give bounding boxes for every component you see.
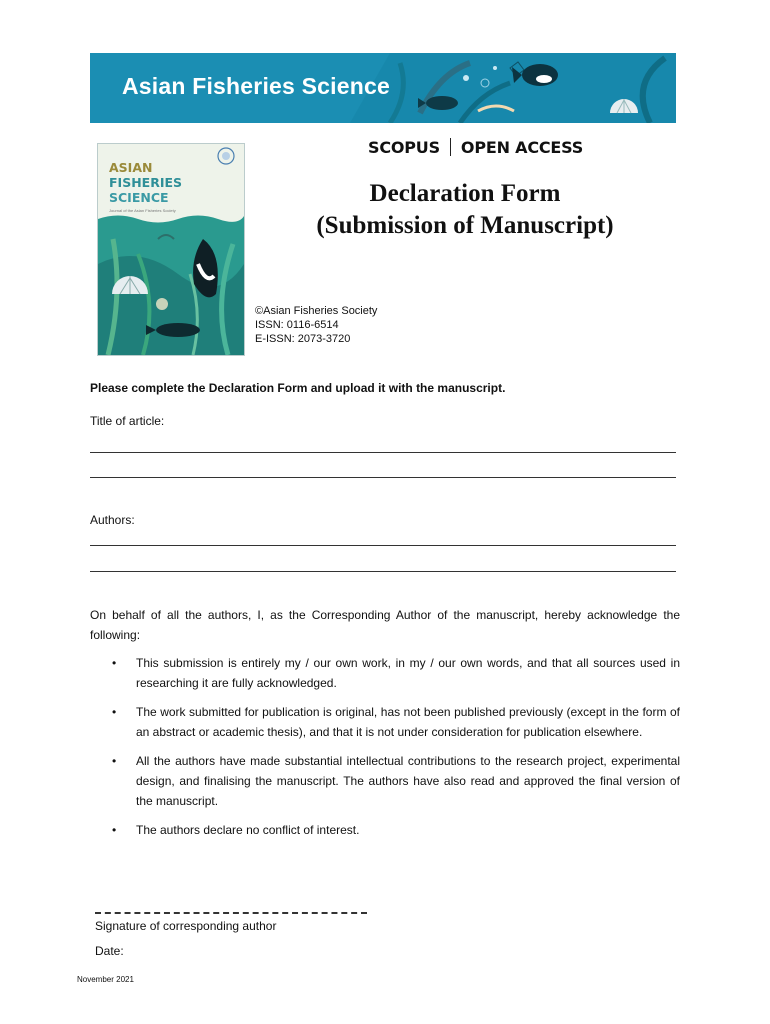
cover-title-line3: SCIENCE [109,190,169,205]
instruction-text: Please complete the Declaration Form and upload it with the manuscript. [90,381,506,395]
cover-title [109,160,182,205]
copyright-text: ©Asian Fisheries Society [255,305,378,317]
list-item [112,702,680,742]
list-item [112,653,680,693]
list-item [112,820,680,840]
date-label: Date: [95,944,124,958]
bullet-icon: • [112,823,117,837]
declaration-text: The work submitted for publication is original, has not been published previously (except in the form of an abstract or academic thesis), and that it is not under consideration for publication elsewhere. [136,705,680,739]
cover-title-line2: FISHERIES [109,175,183,190]
declaration-text: All the authors have made substantial intellectual contributions to the research project, experimental design, and finalising the manuscript. The authors have also read and approved the final version of the manuscript. [136,754,680,808]
declaration-text: The authors declare no conflict of interest. [136,823,360,837]
cover-subtitle: Journal of the Asian Fisheries Society [109,208,176,213]
bullet-icon: • [112,754,117,768]
authors-line-2[interactable] [90,571,676,572]
list-item [112,751,680,811]
journal-tags [368,138,583,157]
form-subtitle: (Submission of Manuscript) [316,212,614,239]
open-access-tag: OPEN ACCESS [460,138,584,157]
journal-banner [90,53,676,123]
title-line-2[interactable] [90,477,676,478]
title-line-1[interactable] [90,452,676,453]
cover-title-line1: ASIAN [109,160,153,175]
title-label: Title of article: [90,414,165,428]
declaration-list [112,653,680,849]
footer-date: November 2021 [77,975,134,984]
form-title: Declaration Form [369,180,561,207]
issn-text: ISSN: 0116-6514 [255,319,339,331]
banner-title: Asian Fisheries Science [122,73,390,99]
tag-divider [450,138,451,156]
declaration-text: This submission is entirely my / our own work, in my / our own words, and that all sources used in researching it are fully acknowledged. [136,656,680,690]
signature-label: Signature of corresponding author [95,919,277,933]
journal-cover [97,143,245,356]
publication-info [255,304,377,346]
authors-line-1[interactable] [90,545,676,546]
acknowledgement-text: On behalf of all the authors, I, as the Corresponding Author of the manuscript, hereby acknowledge the following: [90,608,680,642]
bullet-icon: • [112,705,117,719]
authors-label: Authors: [90,513,135,527]
scopus-tag: SCOPUS [368,138,440,157]
eissn-text: E-ISSN: 2073-3720 [255,333,351,345]
bullet-icon: • [112,656,117,670]
signature-line[interactable] [95,912,367,914]
